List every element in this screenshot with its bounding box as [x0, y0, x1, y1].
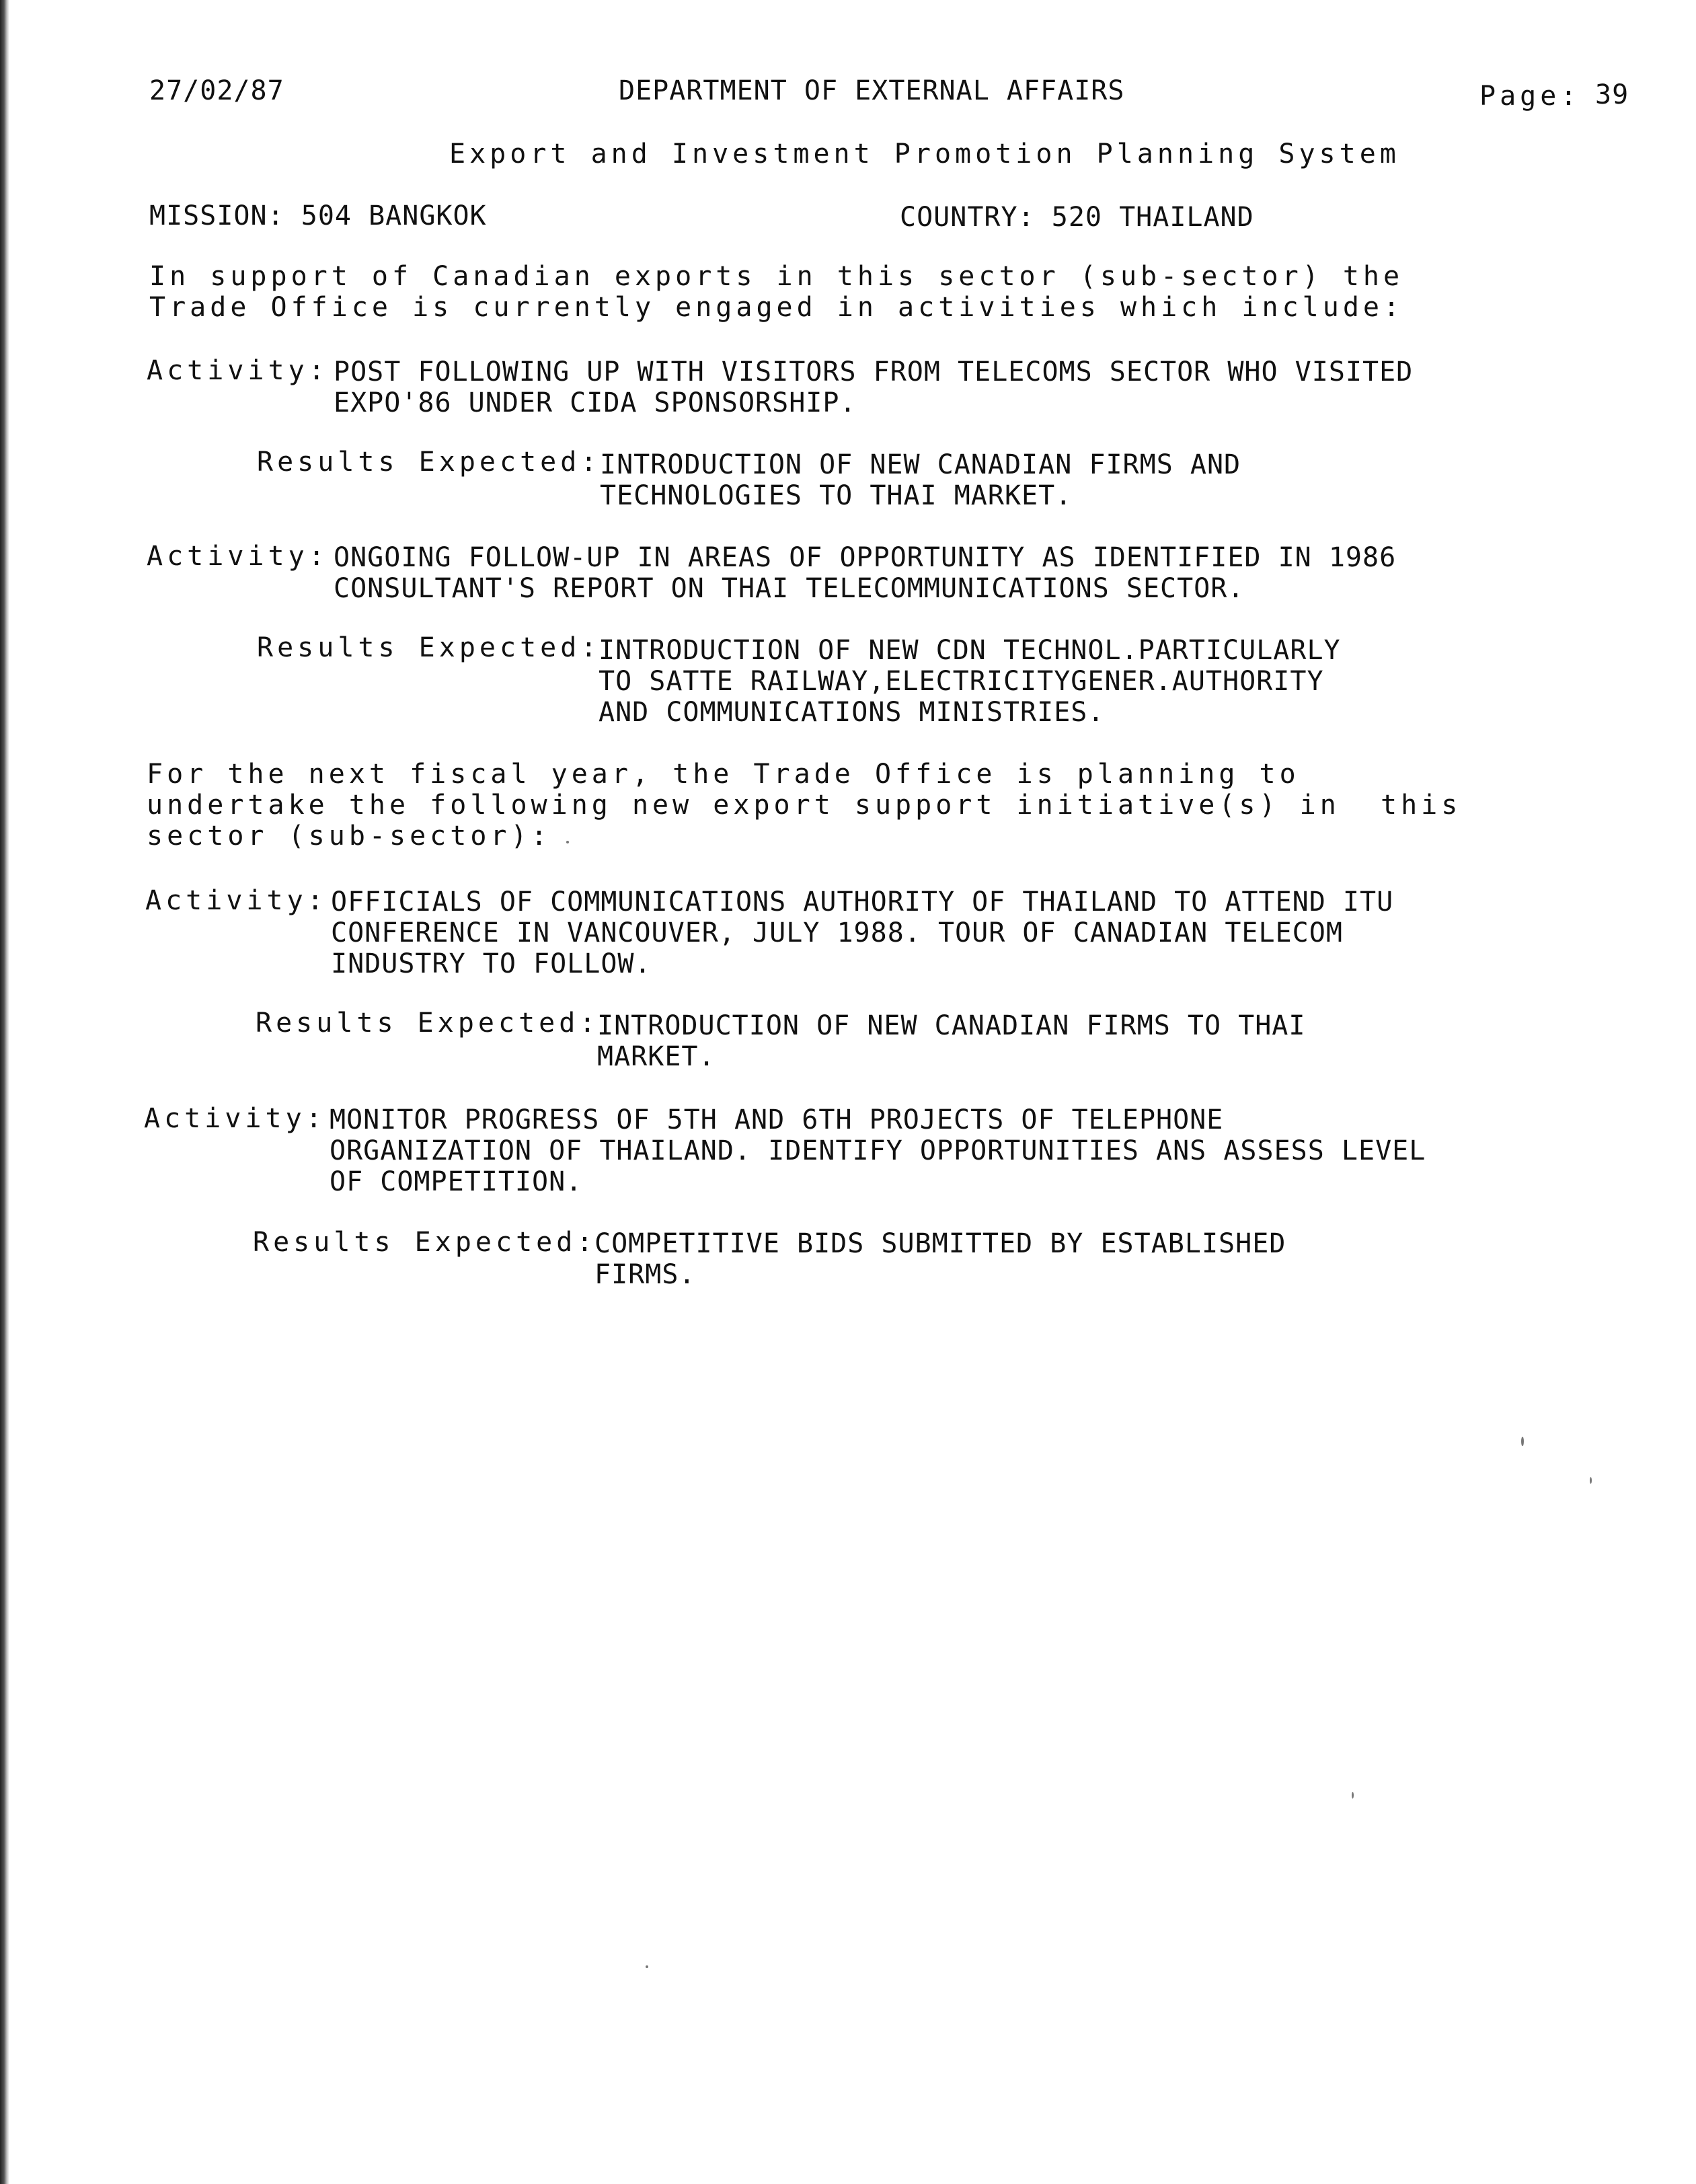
- country-field: COUNTRY: 520 THAILAND: [900, 202, 1254, 233]
- results-text-line: INTRODUCTION OF NEW CDN TECHNOL.PARTICULARLY: [599, 635, 1341, 666]
- results-expected-label: Results Expected:: [257, 632, 601, 663]
- intro-line-2: Trade Office is currently engaged in activities which include:: [149, 292, 1404, 323]
- activity-text-line: EXPO'86 UNDER CIDA SPONSORSHIP.: [334, 387, 857, 418]
- results-text-line: FIRMS.: [594, 1259, 696, 1290]
- activity-label: Activity:: [144, 1103, 326, 1134]
- scan-speck: [646, 1965, 648, 1968]
- results-text-line: MARKET.: [597, 1041, 716, 1072]
- scan-speck: [1521, 1437, 1524, 1446]
- activity-text-line: CONSULTANT'S REPORT ON THAI TELECOMMUNICATIONS SECTOR.: [334, 573, 1245, 604]
- results-expected-label: Results Expected:: [253, 1227, 597, 1258]
- activity-text-line: OF COMPETITION.: [330, 1166, 583, 1197]
- results-text-line: TO SATTE RAILWAY,ELECTRICITYGENER.AUTHORITY: [599, 666, 1324, 697]
- results-text-line: INTRODUCTION OF NEW CANADIAN FIRMS AND: [600, 449, 1241, 480]
- department-title: DEPARTMENT OF EXTERNAL AFFAIRS: [619, 75, 1125, 106]
- mission-field: MISSION: 504 BANGKOK: [149, 200, 487, 231]
- activity-text-line: INDUSTRY TO FOLLOW.: [331, 948, 652, 979]
- scan-edge: [0, 0, 9, 2184]
- scan-speck: [1352, 1792, 1354, 1799]
- page-label: Page:: [1479, 81, 1581, 112]
- page-number: 39: [1595, 79, 1629, 110]
- results-text-line: AND COMMUNICATIONS MINISTRIES.: [599, 697, 1105, 728]
- activity-text-line: OFFICIALS OF COMMUNICATIONS AUTHORITY OF THAILAND TO ATTEND ITU: [331, 887, 1394, 917]
- results-text-line: TECHNOLOGIES TO THAI MARKET.: [600, 480, 1073, 511]
- activity-label: Activity:: [147, 355, 329, 386]
- report-date: 27/02/87: [149, 75, 284, 106]
- results-expected-label: Results Expected:: [256, 1008, 600, 1039]
- next-year-line-2: undertake the following new export support initiative(s) in this: [147, 790, 1462, 821]
- activity-label: Activity:: [145, 885, 327, 916]
- activity-text-line: MONITOR PROGRESS OF 5TH AND 6TH PROJECTS OF TELEPHONE: [330, 1104, 1224, 1135]
- results-text-line: COMPETITIVE BIDS SUBMITTED BY ESTABLISHED: [594, 1228, 1286, 1259]
- system-title: Export and Investment Promotion Planning System: [449, 139, 1400, 170]
- scan-speck: [566, 841, 569, 843]
- activity-text-line: POST FOLLOWING UP WITH VISITORS FROM TELECOMS SECTOR WHO VISITED: [334, 356, 1414, 387]
- results-text-line: INTRODUCTION OF NEW CANADIAN FIRMS TO THAI: [597, 1010, 1306, 1041]
- activity-text-line: ORGANIZATION OF THAILAND. IDENTIFY OPPORTUNITIES ANS ASSESS LEVEL: [330, 1135, 1426, 1166]
- next-year-line-3: sector (sub-sector):: [147, 821, 551, 852]
- scan-speck: [1590, 1477, 1592, 1484]
- activity-text-line: CONFERENCE IN VANCOUVER, JULY 1988. TOUR OF CANADIAN TELECOM: [331, 917, 1343, 948]
- activity-text-line: ONGOING FOLLOW-UP IN AREAS OF OPPORTUNITY AS IDENTIFIED IN 1986: [334, 542, 1397, 573]
- results-expected-label: Results Expected:: [257, 447, 601, 478]
- next-year-line-1: For the next fiscal year, the Trade Office is planning to: [147, 759, 1300, 790]
- intro-line-1: In support of Canadian exports in this sector (sub-sector) the: [149, 261, 1404, 292]
- activity-label: Activity:: [147, 541, 329, 572]
